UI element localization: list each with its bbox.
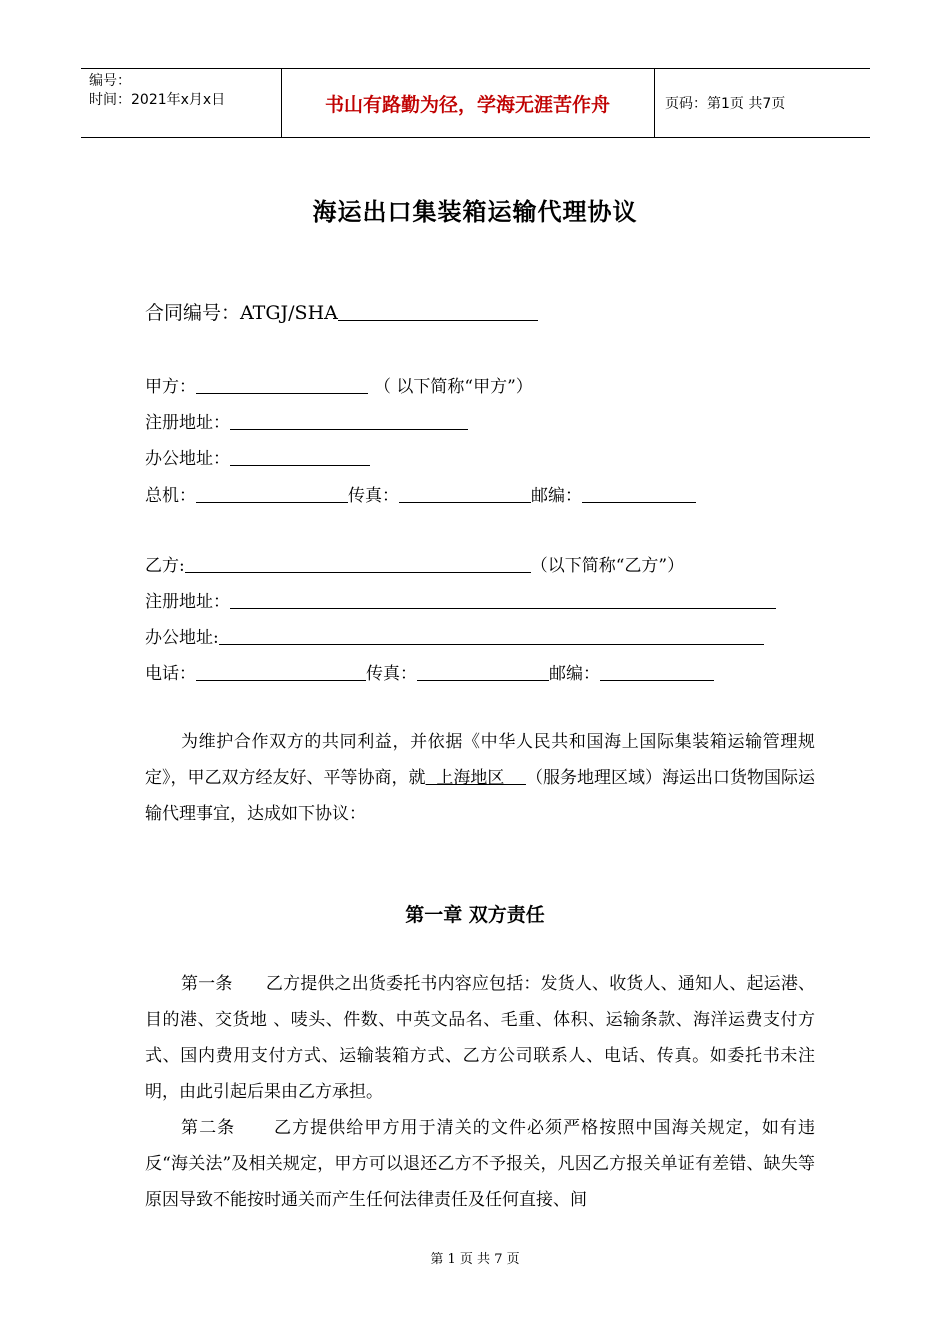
party-a-fax-blank — [399, 486, 531, 503]
party-b-office-addr-line — [145, 623, 764, 648]
party-a-reg-addr-line — [145, 408, 468, 433]
document-title: 海运出口集装箱运输代理协议 — [312, 198, 638, 226]
party-b-zip-label: 邮编： — [549, 664, 600, 684]
header-left-cell — [89, 72, 225, 110]
party-a-reg-addr-blank — [230, 413, 468, 430]
party-b-zip-blank — [600, 664, 714, 681]
party-a-zip-label: 邮编： — [531, 486, 582, 506]
article-2: 第二条 乙方提供给甲方用于清关的文件必须严格按照中国海关规定，如有违反“海关法”及相关规定，甲方可以退还乙方不予报关，凡因乙方报关单证有差错、缺失等原因导致不能按时通关而产生任何法律责任及任何直接、间 — [145, 1118, 815, 1210]
party-a-zip-blank — [582, 486, 696, 503]
party-b-label: 乙方: — [145, 556, 185, 576]
party-b-contact-line — [145, 659, 714, 684]
header-motto: 书山有路勤为径，学海无涯苦作舟 — [324, 93, 610, 116]
party-a-office-addr-label: 办公地址： — [145, 449, 230, 469]
header-divider — [654, 69, 655, 137]
number-label: 编号： — [89, 73, 131, 89]
party-a-blank — [196, 377, 368, 394]
preamble-paragraph — [145, 724, 815, 832]
party-b-reg-addr-blank — [230, 592, 776, 609]
party-b-blank — [185, 556, 531, 573]
party-b-office-addr-blank — [219, 628, 764, 645]
page-footer: 第 1 页 共 7 页 — [430, 1252, 520, 1267]
party-a-office-addr-blank — [230, 449, 370, 466]
party-a-phone-blank — [196, 486, 348, 503]
party-b-alias: （以下简称“乙方”） — [530, 556, 685, 576]
party-b-office-addr-label: 办公地址: — [145, 628, 219, 648]
header-table — [81, 68, 870, 138]
contract-number-label: 合同编号：ATGJ/SHA — [145, 302, 338, 324]
party-a-phone-label: 总机： — [145, 486, 196, 506]
preamble-after: （服务地理区域）海运出口货物国际运输代理事宜，达成如下协议： — [145, 768, 815, 824]
article-1: 第一条 乙方提供之出货委托书内容应包括：发货人、收货人、通知人、起运港、目的港、交货地 、唛头、件数、中英文品名、毛重、体积、运输条款、海洋运费支付方式、国内费用支付方式、运输装箱方式、乙方公司联系人、电话、传真。如委托书未注明，由此引起后果由乙方承担。 — [145, 974, 815, 1102]
party-a-fax-label: 传真： — [348, 486, 399, 506]
party-b-phone-blank — [196, 664, 366, 681]
party-a-label: 甲方： — [145, 377, 196, 397]
contract-number-blank — [338, 304, 538, 321]
party-b-fax-blank — [417, 664, 549, 681]
party-a-reg-addr-label: 注册地址： — [145, 413, 230, 433]
party-b-reg-addr-line — [145, 587, 776, 612]
party-a-office-addr-line — [145, 444, 370, 469]
party-b-fax-label: 传真： — [366, 664, 417, 684]
party-b-reg-addr-label: 注册地址： — [145, 592, 230, 612]
party-a-alias: （ 以下简称“甲方”） — [374, 377, 533, 397]
chapter-heading: 第一章 双方责任 — [405, 904, 545, 926]
contract-number-line — [145, 298, 538, 325]
service-region: 上海地区 — [425, 768, 526, 788]
header-page-info: 页码：第1页 共7页 — [665, 96, 786, 112]
preamble-before: 为维护合作双方的共同利益，并依据《中华人民共和国海上国际集装箱运输管理规定》，甲乙双方经友好、平等协商，就 — [145, 732, 815, 788]
party-b-line — [145, 551, 684, 576]
party-a-contact-line — [145, 481, 696, 506]
party-b-phone-label: 电话： — [145, 664, 196, 684]
time-label: 时间：2021年x月x日 — [89, 92, 226, 108]
party-a-line — [145, 372, 533, 397]
